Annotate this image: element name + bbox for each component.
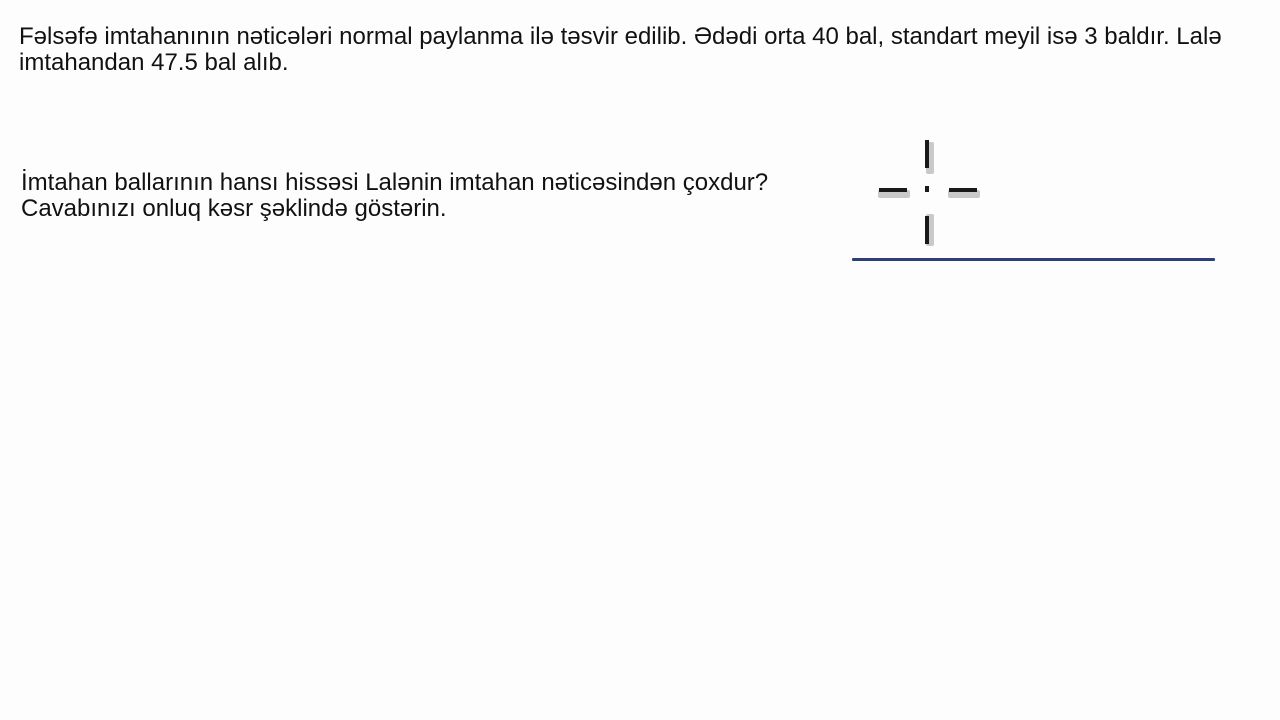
crosshair-cursor-icon [876, 138, 982, 248]
question-instruction: Cavabınızı onluq kəsr şəklində göstərin. [21, 195, 447, 222]
question-prompt [21, 170, 881, 222]
problem-statement: Fəlsəfə imtahanının nəticələri normal paylanma ilə təsvir edilib. Ədədi orta 40 bal, standart meyil isə 3 baldır. Lalə imtahandan 47.5 bal alıb. [19, 23, 1222, 76]
answer-input-line[interactable] [852, 258, 1215, 261]
question-line: İmtahan ballarının hansı hissəsi Lalənin imtahan nəticəsindən çoxdur? [21, 169, 769, 196]
